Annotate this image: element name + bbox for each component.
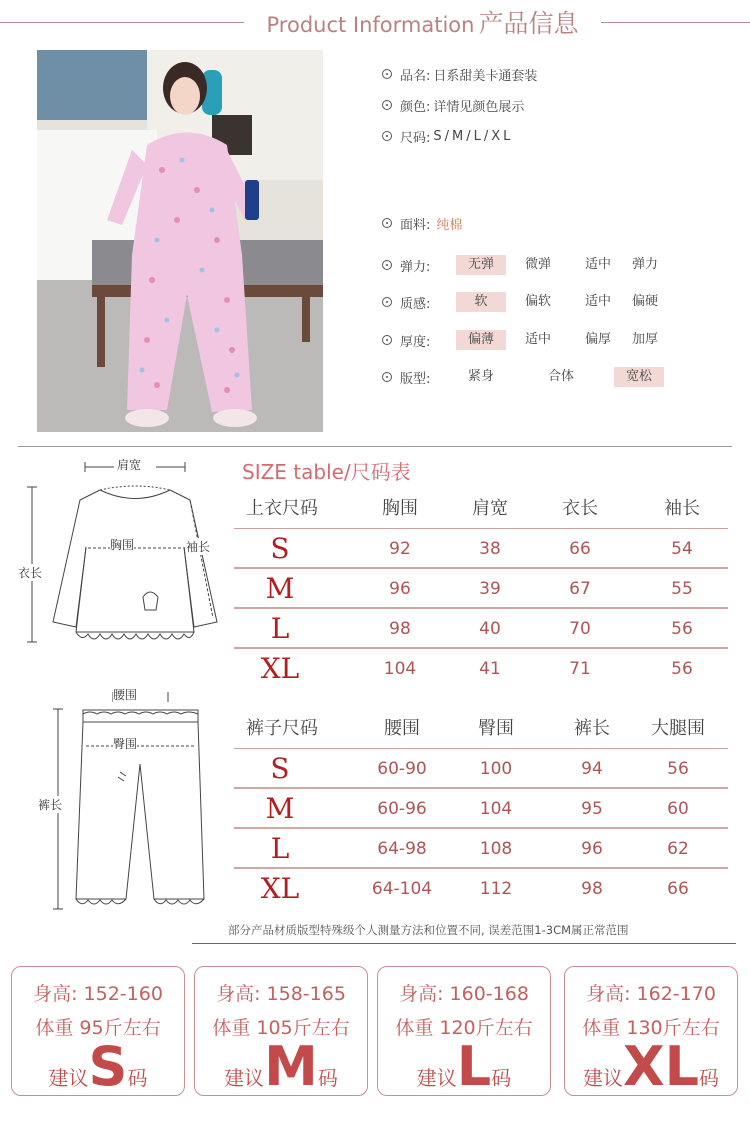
value-cell: 71 [569,659,591,679]
option: 弹力 [631,257,658,272]
page-title [250,4,595,40]
card-suggest: 建议L码 [416,1035,512,1098]
header-cell: 袖长 [664,498,700,519]
value-cell: 60 [667,799,689,819]
value-cell: 95 [581,799,603,819]
header-cell: 衣长 [562,498,598,519]
option: 紧身 [467,369,494,384]
table-row [234,789,728,829]
option: 适中 [584,257,611,272]
option-selected: 无弹 [456,255,506,275]
value-cell: 60-96 [377,799,427,819]
attr-label: 品名: [400,68,431,84]
bullet-icon [382,260,392,270]
card-size: M [264,1035,318,1098]
option: 适中 [584,294,611,309]
size-cell: S [270,532,290,565]
value-cell: 67 [569,579,591,599]
table-row [234,869,728,909]
value-cell: 104 [479,799,513,819]
size-cell: L [270,832,290,865]
table-row [234,609,728,649]
value-cell: 94 [581,759,603,779]
attr-label: 尺码: [400,130,431,146]
card-weight: 体重 120斤左右 [395,1017,533,1039]
product-photo [37,50,323,432]
value-cell: 98 [581,879,603,899]
value-cell: 38 [479,539,501,559]
option: 偏硬 [631,294,658,309]
size-table-title: SIZE table/尺码表 [242,460,411,484]
pants-diagram [18,684,228,920]
value-cell: 100 [479,759,513,779]
value-cell: 39 [479,579,501,599]
header-cell: 胸围 [382,498,418,519]
option: 微弹 [524,257,551,272]
attr-label: 质感: [400,296,431,312]
option: 偏厚 [584,332,611,347]
value-cell: 96 [581,839,603,859]
title-en: Product Information [266,13,475,37]
table-row [234,829,728,869]
card-weight: 体重 105斤左右 [212,1017,350,1039]
label-pants-length: 裤长 [38,798,63,812]
attr-thickness [382,330,430,350]
attr-fit [382,367,430,387]
table-row [234,529,728,569]
card-suggest: 建议XL码 [582,1035,720,1098]
option-selected: 软 [456,292,506,312]
card-height: 身高: 162-170 [586,983,716,1005]
header-rule-right [601,22,750,23]
value-cell: 56 [671,659,693,679]
bullet-icon [382,218,392,228]
header-rule-left [0,22,244,23]
attr-label: 颜色: [400,99,431,115]
attr-elasticity [382,255,430,275]
option-selected: 偏薄 [456,330,506,350]
attr-size [382,126,513,146]
top-diagram [18,452,228,672]
header-cell: 腰围 [384,718,420,739]
value-cell: 92 [389,539,411,559]
value-cell: 54 [671,539,693,559]
size-cell: XL [260,652,300,685]
attr-fabric [382,213,462,233]
attr-value: 详情见颜色展示 [433,99,525,115]
value-cell: 64-98 [377,839,427,859]
value-cell: 98 [389,619,411,639]
top-table-header [234,489,728,529]
section-divider [18,446,732,447]
option: 适中 [524,332,551,347]
value-cell: 40 [479,619,501,639]
attr-label: 版型: [400,371,431,387]
table-row [234,649,728,689]
label-sleeve: 袖长 [186,540,211,554]
option: 偏软 [524,294,551,309]
title-zh: 产品信息 [478,9,579,38]
bullet-icon [382,69,392,79]
value-cell: 56 [667,759,689,779]
value-cell: 60-90 [377,759,427,779]
attr-label: 面料: [400,217,431,233]
value-cell: 41 [479,659,501,679]
card-suggest: 建议S码 [48,1035,148,1098]
value-cell: 56 [671,619,693,639]
value-cell: 108 [479,839,513,859]
value-cell: 55 [671,579,693,599]
recommend-card-xl [564,966,738,1096]
size-cell: XL [260,872,300,905]
bullet-icon [382,372,392,382]
label-length: 衣长 [18,566,43,580]
bullet-icon [382,100,392,110]
table-row [234,569,728,609]
header-cell: 臀围 [478,718,514,739]
recommend-card-s [11,966,185,1096]
card-height: 身高: 160-168 [399,983,529,1005]
label-shoulder: 肩宽 [117,458,142,472]
size-cell: M [265,792,295,825]
option: 合体 [547,369,574,384]
header-cell: 上衣尺码 [246,498,318,519]
card-height: 身高: 152-160 [33,983,163,1005]
header-cell: 大腿围 [651,718,705,739]
attr-value: 日系甜美卡通套装 [433,68,538,84]
pants-table-header [234,709,728,749]
card-size: S [88,1035,128,1098]
recommend-card-m [194,966,368,1096]
attr-name [382,64,537,84]
attr-texture [382,292,430,312]
label-waist: 腰围 [113,688,138,702]
header-cell: 裤长 [574,718,610,739]
value-cell: 70 [569,619,591,639]
attr-color [382,95,524,115]
card-size: L [456,1035,492,1098]
label-hip: 臀围 [113,737,138,751]
card-weight: 体重 95斤左右 [35,1017,161,1039]
attr-value: 纯棉 [436,217,463,233]
value-cell: 112 [479,879,513,899]
size-cell: M [265,572,295,605]
value-cell: 62 [667,839,689,859]
bullet-icon [382,335,392,345]
attr-label: 弹力: [400,259,431,275]
value-cell: 64-104 [371,879,433,899]
measurement-note: 部分产品材质版型特殊级个人测量方法和位置不同, 误差范围1-3CM属正常范围 [228,923,629,937]
card-weight: 体重 130斤左右 [582,1017,720,1039]
card-suggest: 建议M码 [224,1035,338,1098]
value-cell: 66 [569,539,591,559]
value-cell: 96 [389,579,411,599]
value-cell: 104 [383,659,417,679]
header-cell: 肩宽 [472,498,508,519]
note-divider [192,943,736,944]
label-chest: 胸围 [110,538,135,552]
bullet-icon [382,297,392,307]
option-selected: 宽松 [614,367,664,387]
recommend-card-l [377,966,551,1096]
table-row [234,749,728,789]
size-cell: S [270,752,290,785]
size-cell: L [270,612,290,645]
card-size: XL [622,1035,700,1098]
attr-value: S/M/L/XL [433,128,514,144]
value-cell: 66 [667,879,689,899]
option: 加厚 [631,332,658,347]
card-height: 身高: 158-165 [216,983,346,1005]
attr-label: 厚度: [400,334,431,350]
header-cell: 裤子尺码 [246,718,318,739]
bullet-icon [382,131,392,141]
